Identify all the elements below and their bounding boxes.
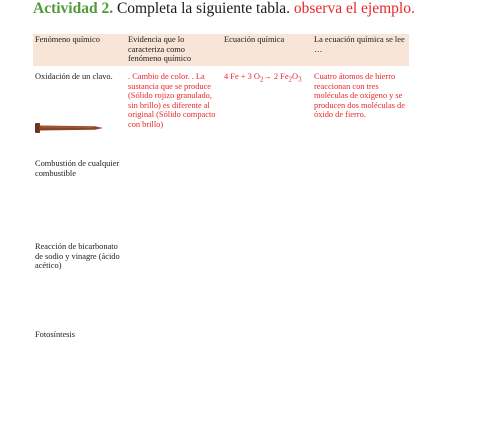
- activity-number: Actividad 2.: [33, 0, 114, 17]
- equation-part: O: [292, 72, 299, 81]
- equation-subscript: 2: [288, 75, 293, 84]
- equation-subscript: 2: [259, 75, 264, 84]
- activity-heading: [33, 0, 453, 17]
- row2-phenomenon: Combustión de cualquier combustible: [35, 159, 120, 178]
- row1-reading: Cuatro átomos de hierro reaccionan con tres moléculas de oxígeno y se producen dos moléculas de óxido de fierro.: [314, 72, 405, 120]
- equation-part: → 2 Fe: [263, 72, 289, 81]
- header-evidence: Evidencia que lo caracteriza como fenómeno químico: [128, 35, 192, 64]
- header-equation: Ecuación química: [224, 35, 285, 44]
- equation-subscript: 3: [298, 75, 302, 84]
- rusty-nail-icon: [33, 121, 105, 135]
- activity-note: observa el ejemplo.: [290, 0, 415, 17]
- equation-part: 4 Fe + 3 O: [224, 72, 260, 81]
- row1-phenomenon: Oxidación de un clavo.: [35, 72, 113, 81]
- header-reading: La ecuación química se lee …: [314, 35, 405, 54]
- row1-evidence: . Cambio de color. . La sustancia que se produce (Sólido rojizo granulado, sin brillo) es diferente al original (Sólido compacto con brillo): [128, 72, 216, 129]
- row3-phenomenon: Reacción de bicarbonato de sodio y vinagre (ácido acético): [35, 242, 120, 271]
- header-phenomenon: Fenómeno químico: [35, 35, 100, 44]
- row4-phenomenon: Fotosíntesis: [35, 330, 76, 339]
- activity-instruction: Completa la siguiente tabla.: [113, 0, 291, 17]
- row1-equation: [224, 72, 312, 85]
